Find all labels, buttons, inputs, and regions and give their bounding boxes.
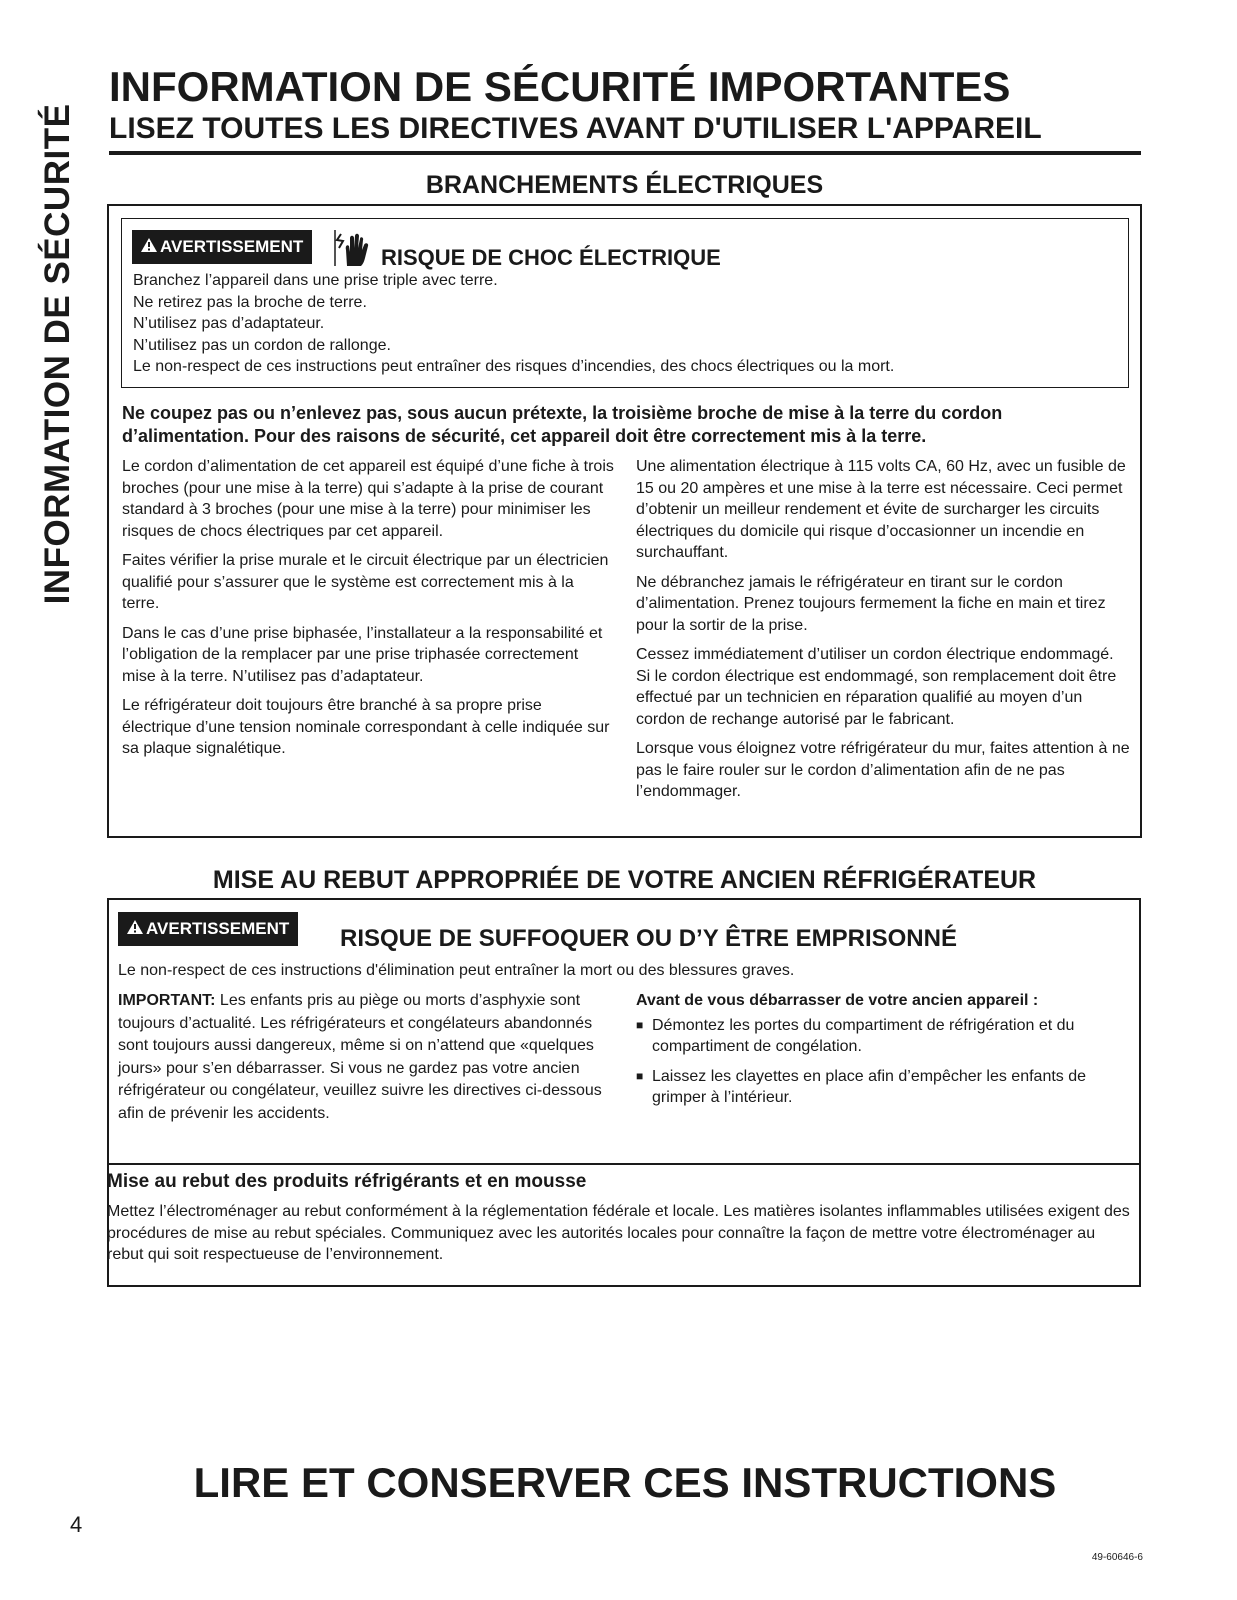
before-disposal-heading: Avant de vous débarrasser de votre ancien appareil : [636,992,1039,1009]
paragraph: Cessez immédiatement d’utiliser un cordon électrique endommagé. Si le cordon électrique est endommagé, son remplacement doit être effectué par un technicien en réparation qualifié au moyen d’un cordon de rechange autorisé par le fabricant. [636,646,1117,728]
suffocation-hazard-title: RISQUE DE SUFFOQUER OU D’Y ÊTRE EMPRISONNÉ [340,925,957,952]
shock-hazard-title: RISQUE DE CHOC ÉLECTRIQUE [381,245,721,270]
warning-badge [118,912,298,946]
warning-badge-label: AVERTISSEMENT [160,237,304,256]
foam-disposal-text: Mettez l’électroménager au rebut conformément à la réglementation fédérale et locale. Les matières isolantes inflammables utilisées exigent des procédures de mise au rebut spéciales. Communiquez avec les autorités locales pour connaître la façon de mettre votre électroménager au rebut qui soit respectueuse de l’environnement. [107,1203,1130,1263]
paragraph: Lorsque vous éloignez votre réfrigérateur du mur, faites attention à ne pas le faire rouler sur le cordon d’alimentation afin de ne pas l’endommager. [636,740,1130,800]
electrical-left-column [122,456,614,768]
important-paragraph [118,990,614,1133]
paragraph: Faites vérifier la prise murale et le circuit électrique par un électricien qualifié pour s’assurer que le système est correctement mis à la terre. [122,552,609,612]
before-disposal-column [636,990,1130,1117]
bullet-text: Laissez les clayettes en place afin d’empêcher les enfants de grimper à l’intérieur. [652,1067,1087,1106]
warning-line: N’utilisez pas un cordon de rallonge. [133,336,391,354]
list-item [636,1066,1130,1109]
disposal-section-heading: MISE AU REBUT APPROPRIÉE DE VOTRE ANCIEN RÉFRIGÉRATEUR [212,866,1037,894]
paragraph: Le cordon d’alimentation de cet appareil est équipé d’une fiche à trois broches (pour une mise à la terre) qui s’adapte à la prise de courant standard à 3 broches (pour une mise à la terre) pour minimiser les risques de chocs électriques par cet appareil. [122,458,614,540]
paragraph: Dans le cas d’une prise biphasée, l’installateur a la responsabilité et l’obligation de la remplacer par une prise triphasée correctement mise à la terre. N’utilisez pas d’adaptateur. [122,624,603,685]
list-item [636,1015,1130,1058]
grounding-bold-paragraph: Ne coupez pas ou n’enlevez pas, sous aucun prétexte, la troisième broche de mise à la terre du cordon d’alimentation. Pour des raisons de sécurité, cet appareil doit être correctement mis à la terre. [122,403,1003,446]
shock-warning-lines [133,270,894,378]
bullet-text: Démontez les portes du compartiment de réfrigération et du compartiment de congélation. [652,1016,1075,1055]
important-text: Les enfants pris au piège ou morts d’asphyxie sont toujours d’actualité. Les réfrigérateurs et congélateurs abandonnés sont toujours aussi dangereux, même si on n’attend que «quelques jours» pour s’en débarrasser. Si vous ne gardez pas votre ancien réfrigérateur ou congélateur, veuillez suivre les directives ci-dessous afin de prévenir les accidents. [118,992,602,1122]
side-section-tab [34,74,82,634]
page-title: INFORMATION DE SÉCURITÉ IMPORTANTES [109,63,1011,110]
paragraph: Le réfrigérateur doit toujours être branché à sa propre prise électrique d’une tension nominale correspondant à celle indiquée sur sa plaque signalétique. [122,697,610,757]
paragraph [118,990,614,1125]
foam-disposal-heading: Mise au rebut des produits réfrigérants et en mousse [107,1171,587,1192]
page-subtitle: LISEZ TOUTES LES DIRECTIVES AVANT D'UTILISER L'APPAREIL [109,112,1042,145]
bullet-square-icon: ■ [636,1017,644,1032]
bullet-square-icon: ■ [636,1068,644,1083]
foam-disposal-text-block [107,1201,1132,1274]
warning-triangle-icon [127,919,143,939]
footer-title: LIRE ET CONSERVER CES INSTRUCTIONS [193,1459,1057,1506]
electric-shock-hand-icon [333,228,371,268]
warning-line: N’utilisez pas d’adaptateur. [133,315,325,332]
warning-line: Branchez l’appareil dans une prise triple avec terre. [133,272,498,289]
paragraph: Une alimentation électrique à 115 volts CA, 60 Hz, avec un fusible de 15 ou 20 ampères et une mise à la terre est nécessaire. Ceci permet d’obtenir un meilleur rendement et évite de surcharger les circuits électriques du domicile qui risque d’occasionner un incendie en surchauffant. [636,458,1126,561]
page-number: 4 [70,1512,83,1537]
disposal-intro-text: Le non-respect de ces instructions d'élimination peut entraîner la mort ou des blessures graves. [118,962,795,979]
foam-section-divider [107,1163,1141,1165]
warning-triangle-icon [141,237,157,257]
warning-line: Ne retirez pas la broche de terre. [133,293,367,311]
title-divider [109,151,1141,155]
warning-line: Le non-respect de ces instructions peut entraîner des risques d’incendies, des chocs électriques ou la mort. [133,358,895,375]
important-label: IMPORTANT: [118,992,216,1009]
disposal-intro [118,960,794,982]
warning-badge [132,230,312,264]
side-tab-label: INFORMATION DE SÉCURITÉ [38,103,77,605]
paragraph: Ne débranchez jamais le réfrigérateur en tirant sur le cordon d’alimentation. Prenez toujours fermement la fiche en main et tirez pour la sortir de la prise. [636,573,1106,634]
electrical-section-heading: BRANCHEMENTS ÉLECTRIQUES [425,171,824,199]
document-code: 49-60646-6 [1091,1552,1143,1563]
warning-badge-label: AVERTISSEMENT [146,919,290,938]
electrical-right-column [636,456,1130,811]
